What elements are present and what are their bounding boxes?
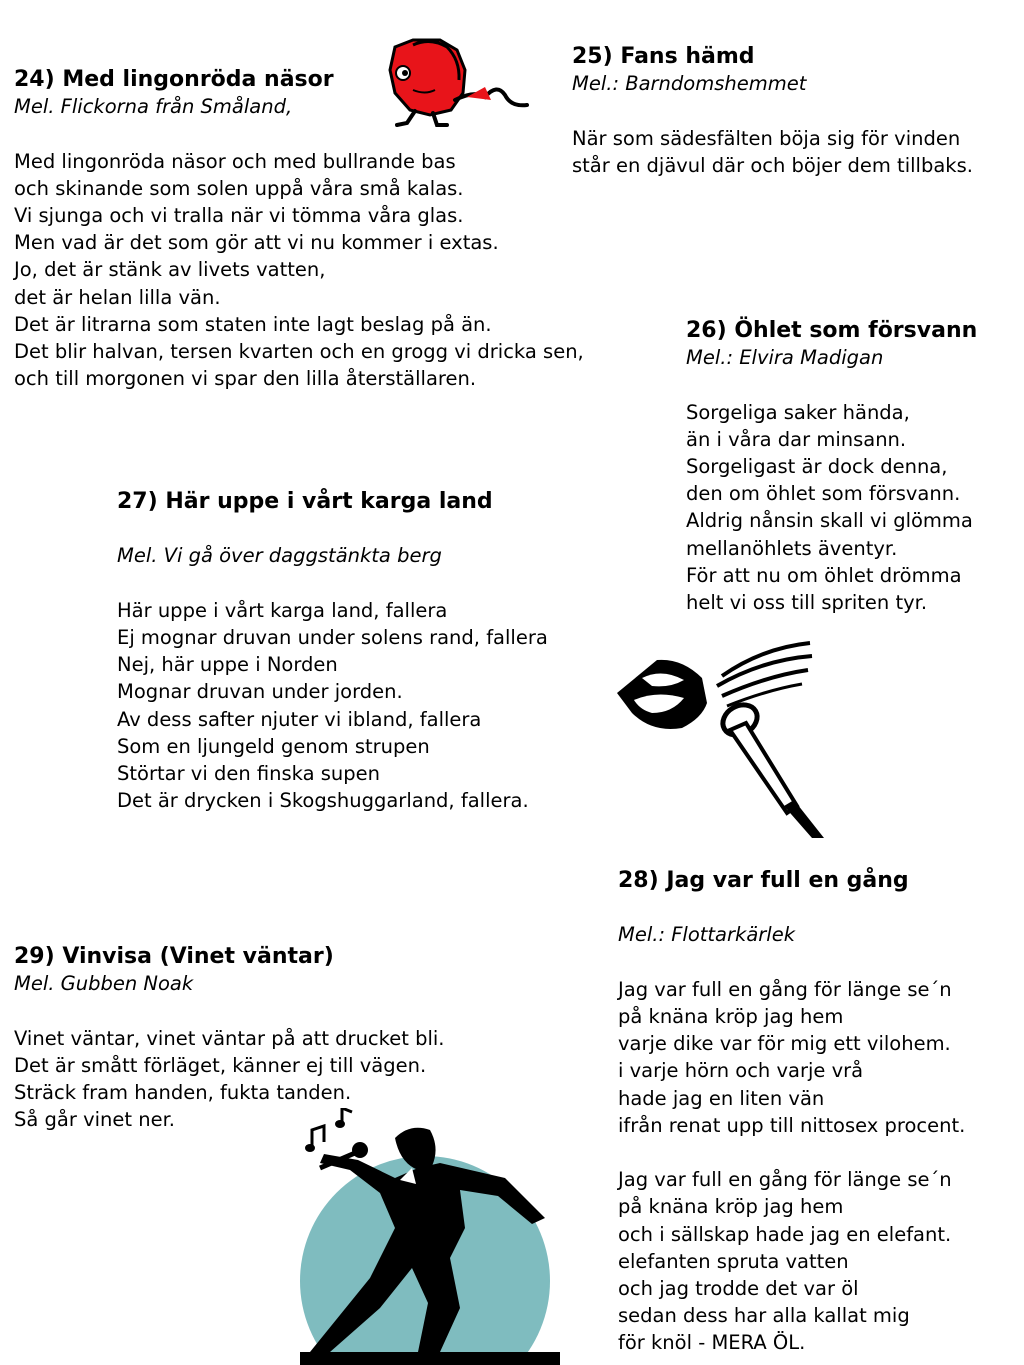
song-26-line: den om öhlet som försvann. <box>686 482 961 506</box>
song-24-melody: Mel. Flickorna från Småland, <box>14 95 293 119</box>
song-26-line: Sorgeliga saker hända, <box>686 400 910 424</box>
song-24-line: Jo, det är stänk av livets vatten, <box>14 258 326 282</box>
song-28 <box>618 867 965 1357</box>
song-27 <box>117 488 548 814</box>
song-27-line: Här uppe i vårt karga land, fallera <box>117 598 448 622</box>
song-24-line: det är helan lilla vän. <box>14 285 221 309</box>
song-28-line: och jag trodde det var öl <box>618 1277 859 1300</box>
song-28-line: i varje hörn och varje vrå <box>618 1059 864 1083</box>
song-25-melody: Mel.: Barndomshemmet <box>572 72 807 96</box>
song-27-line: Nej, här uppe i Norden <box>117 653 338 677</box>
song-26-line: mellanöhlets äventyr. <box>686 536 898 560</box>
song-28-line: och i sällskap hade jag en elefant. <box>618 1222 952 1246</box>
song-26-line: För att nu om öhlet drömma <box>686 563 962 587</box>
song-28-line: ifrån renat upp till nittosex procent. <box>618 1113 966 1137</box>
song-28-line: Jag var full en gång för länge se´n <box>618 1168 952 1192</box>
song-25 <box>572 43 973 179</box>
song-26-line: Sorgeligast är dock denna, <box>686 455 948 478</box>
song-24-line: och skinande som solen uppå våra små kalas. <box>14 176 464 200</box>
song-26-line: Aldrig nånsin skall vi glömma <box>686 509 973 533</box>
song-28-line: på knäna kröp jag hem <box>618 1004 844 1028</box>
singing-mouth-microphone-icon <box>612 638 832 838</box>
song-29-title: 29) Vinvisa (Vinet väntar) <box>14 944 334 969</box>
song-27-line: Mognar druvan under jorden. <box>117 680 403 704</box>
song-28-line: för knöl - MERA ÖL. <box>618 1331 806 1355</box>
song-25-title: 25) Fans hämd <box>572 44 755 69</box>
song-29-line: Sträck fram handen, fukta tanden. <box>14 1081 352 1104</box>
song-28-line: Jag var full en gång för länge se´n <box>618 977 952 1001</box>
song-24-title: 24) Med lingonröda näsor <box>14 67 334 92</box>
song-24-line: Det blir halvan, tersen kvarten och en grogg vi dricka sen, <box>14 340 584 364</box>
song-27-melody: Mel. Vi gå över daggstänkta berg <box>117 544 442 568</box>
song-27-line: Av dess safter njuter vi ibland, fallera <box>117 707 482 731</box>
singer-silhouette-icon <box>300 1108 560 1365</box>
song-29 <box>14 943 445 1133</box>
song-27-title: 27) Här uppe i vårt karga land <box>117 489 493 514</box>
song-27-line: Ej mognar druvan under solens rand, fallera <box>117 625 548 649</box>
song-29-line: Så går vinet ner. <box>14 1108 176 1132</box>
song-29-melody: Mel. Gubben Noak <box>14 972 194 996</box>
song-28-line: på knäna kröp jag hem <box>618 1195 844 1219</box>
song-25-line: När som sädesfälten böja sig för vinden <box>572 126 961 150</box>
song-28-line: sedan dess har alla kallat mig <box>618 1304 910 1328</box>
song-26-line: än i våra dar minsann. <box>686 427 907 451</box>
song-28-line: varje dike var för mig ett vilohem. <box>618 1032 951 1056</box>
song-27-line: Som en ljungeld genom strupen <box>117 734 430 758</box>
song-29-line: Vinet väntar, vinet väntar på att drucket bli. <box>14 1026 445 1050</box>
red-blob-creature-icon <box>385 35 535 130</box>
song-24-line: Men vad är det som gör att vi nu kommer i extas. <box>14 231 499 255</box>
song-24-line: Vi sjunga och vi tralla när vi tömma våra glas. <box>14 204 464 227</box>
song-26-melody: Mel.: Elvira Madigan <box>686 346 884 370</box>
song-28-line: elefanten spruta vatten <box>618 1249 849 1273</box>
song-27-line: Det är drycken i Skogshuggarland, fallera. <box>117 789 529 813</box>
song-25-line: står en djävul där och böjer dem tillbaks. <box>572 153 973 177</box>
song-26 <box>686 317 977 616</box>
song-28-line: hade jag en liten vän <box>618 1086 825 1110</box>
song-29-line: Det är smått förläget, känner ej till vägen. <box>14 1053 427 1077</box>
song-24-line: och till morgonen vi spar den lilla återställaren. <box>14 367 477 391</box>
song-26-title: 26) Öhlet som försvann <box>686 318 978 343</box>
song-24-line: Med lingonröda näsor och med bullrande bas <box>14 149 456 173</box>
song-26-line: helt vi oss till spriten tyr. <box>686 591 928 615</box>
song-24-line: Det är litrarna som staten inte lagt beslag på än. <box>14 312 492 336</box>
song-28-melody: Mel.: Flottarkärlek <box>618 923 795 947</box>
song-27-line: Störtar vi den finska supen <box>117 762 381 785</box>
song-28-title: 28) Jag var full en gång <box>618 868 909 893</box>
